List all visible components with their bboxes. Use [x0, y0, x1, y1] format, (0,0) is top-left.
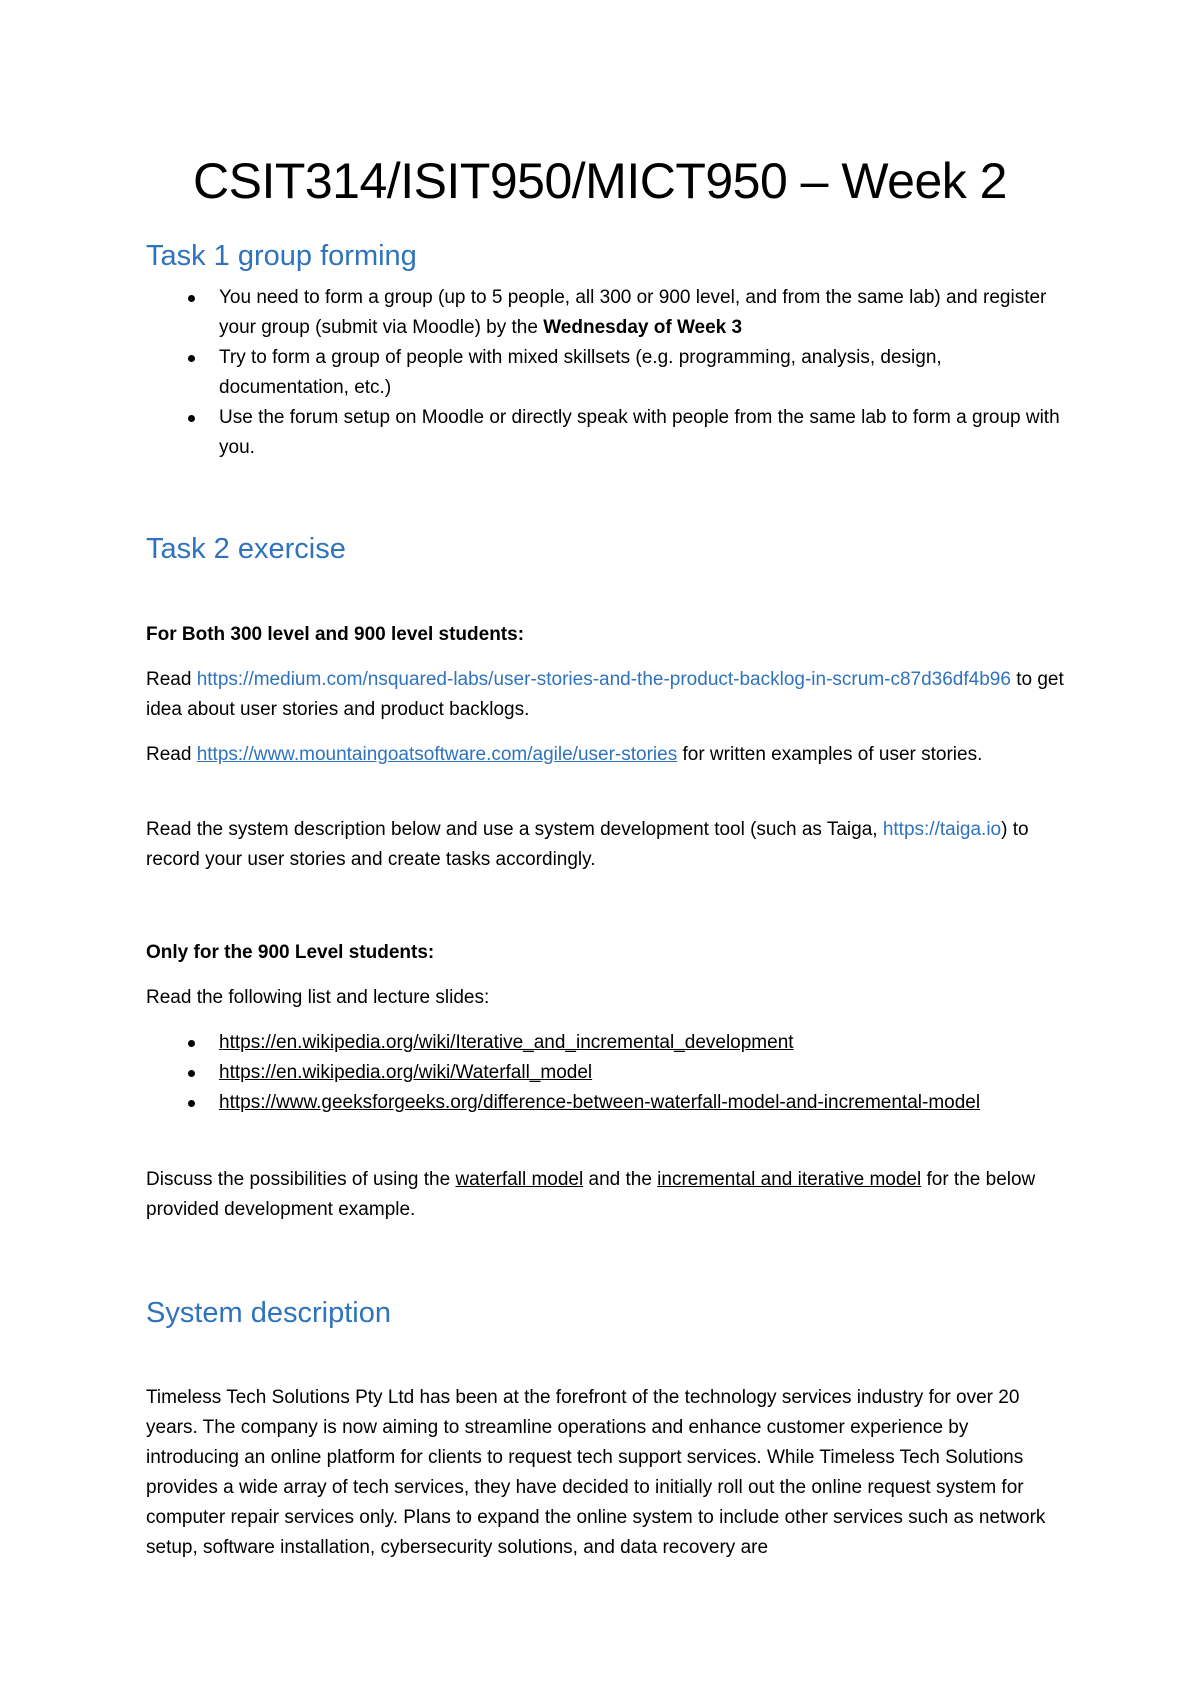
bullet-icon [188, 295, 195, 302]
list-item [146, 343, 1066, 403]
read2-paragraph [146, 740, 1066, 770]
both-levels-heading: For Both 300 level and 900 level students: [146, 624, 525, 645]
waterfall-model-term: waterfall model [455, 1169, 584, 1190]
read-list-intro-block [146, 983, 1066, 1013]
system-description-heading: System description [146, 1297, 391, 1329]
read-list-intro: Read the following list and lecture slides: [146, 987, 490, 1008]
system-description-paragraph: Timeless Tech Solutions Pty Ltd has been at the forefront of the technology services industry for over 20 years. The company is now aiming to streamline operations and enhance customer experience by introducing an online platform for clients to request tech support services. While Timeless Tech Solutions provides a wide array of tech services, they have decided to initially roll out the online request system for computer repair services only. Plans to expand the online system to include other services such as network setup, software installation, cybersecurity solutions, and data recovery are [146, 1387, 1046, 1558]
task1-bullet3-text: Use the forum setup on Moodle or directly speak with people from the same lab to form a group with you. [219, 407, 1060, 458]
only-900-heading: Only for the 900 Level students: [146, 942, 435, 963]
discuss-text-c: for the below provided development example. [146, 1169, 1036, 1220]
task2-heading: Task 2 exercise [146, 533, 346, 565]
list-item [146, 283, 1066, 343]
task1-bullet1-deadline: Wednesday of Week 3 [543, 317, 743, 338]
reading-links-list [146, 1028, 1066, 1118]
medium-link[interactable]: https://medium.com/nsquared-labs/user-stories-and-the-product-backlog-in-scrum-c87d36df4b96 [196, 669, 1011, 690]
task1-list [146, 283, 1066, 463]
discuss-text-a: Discuss the possibilities of using the [146, 1169, 456, 1190]
wikipedia-iterative-link[interactable]: https://en.wikipedia.org/wiki/Iterative_and_incremental_development [219, 1032, 794, 1053]
task1-bullet2-text: Try to form a group of people with mixed skillsets (e.g. programming, analysis, design, documentation, etc.) [219, 347, 942, 398]
read1-prefix: Read [146, 669, 197, 690]
incremental-model-term: incremental and iterative model [657, 1169, 922, 1190]
geeksforgeeks-link[interactable]: https://www.geeksforgeeks.org/difference-between-waterfall-model-and-incremental-model [219, 1092, 981, 1113]
read2-suffix: for written examples of user stories. [677, 744, 983, 765]
list-item [146, 403, 1066, 463]
read3-suffix: ) to record your user stories and create tasks accordingly. [146, 819, 1029, 870]
wikipedia-waterfall-link[interactable]: https://en.wikipedia.org/wiki/Waterfall_model [219, 1062, 593, 1083]
list-item [146, 1088, 1066, 1118]
bullet-icon [188, 1070, 195, 1077]
read3-prefix: Read the system description below and use a system development tool (such as Taiga, [146, 819, 883, 840]
discuss-paragraph [146, 1165, 1066, 1225]
bullet-icon [188, 355, 195, 362]
bullet-icon [188, 1040, 195, 1047]
read1-suffix: to get idea about user stories and product backlogs. [146, 669, 1064, 720]
bullet-icon [188, 415, 195, 422]
read1-paragraph [146, 665, 1066, 725]
taiga-link[interactable]: https://taiga.io [882, 819, 1002, 840]
task2-both-heading [146, 620, 1066, 650]
bullet-icon [188, 1100, 195, 1107]
read2-prefix: Read [146, 744, 197, 765]
read3-paragraph [146, 815, 1066, 875]
only900-heading-block [146, 938, 1066, 968]
system-description-body [146, 1383, 1066, 1563]
list-item [146, 1058, 1066, 1088]
mountaingoat-link[interactable]: https://www.mountaingoatsoftware.com/agile/user-stories [196, 744, 678, 765]
discuss-text-b: and the [583, 1169, 658, 1190]
task1-bullet1-text: You need to form a group (up to 5 people, all 300 or 900 level, and from the same lab) and register your group (submit via Moodle) by the [219, 287, 1047, 338]
document-title: CSIT314/ISIT950/MICT950 – Week 2 [192, 153, 1007, 209]
task1-heading: Task 1 group forming [146, 240, 417, 272]
list-item [146, 1028, 1066, 1058]
